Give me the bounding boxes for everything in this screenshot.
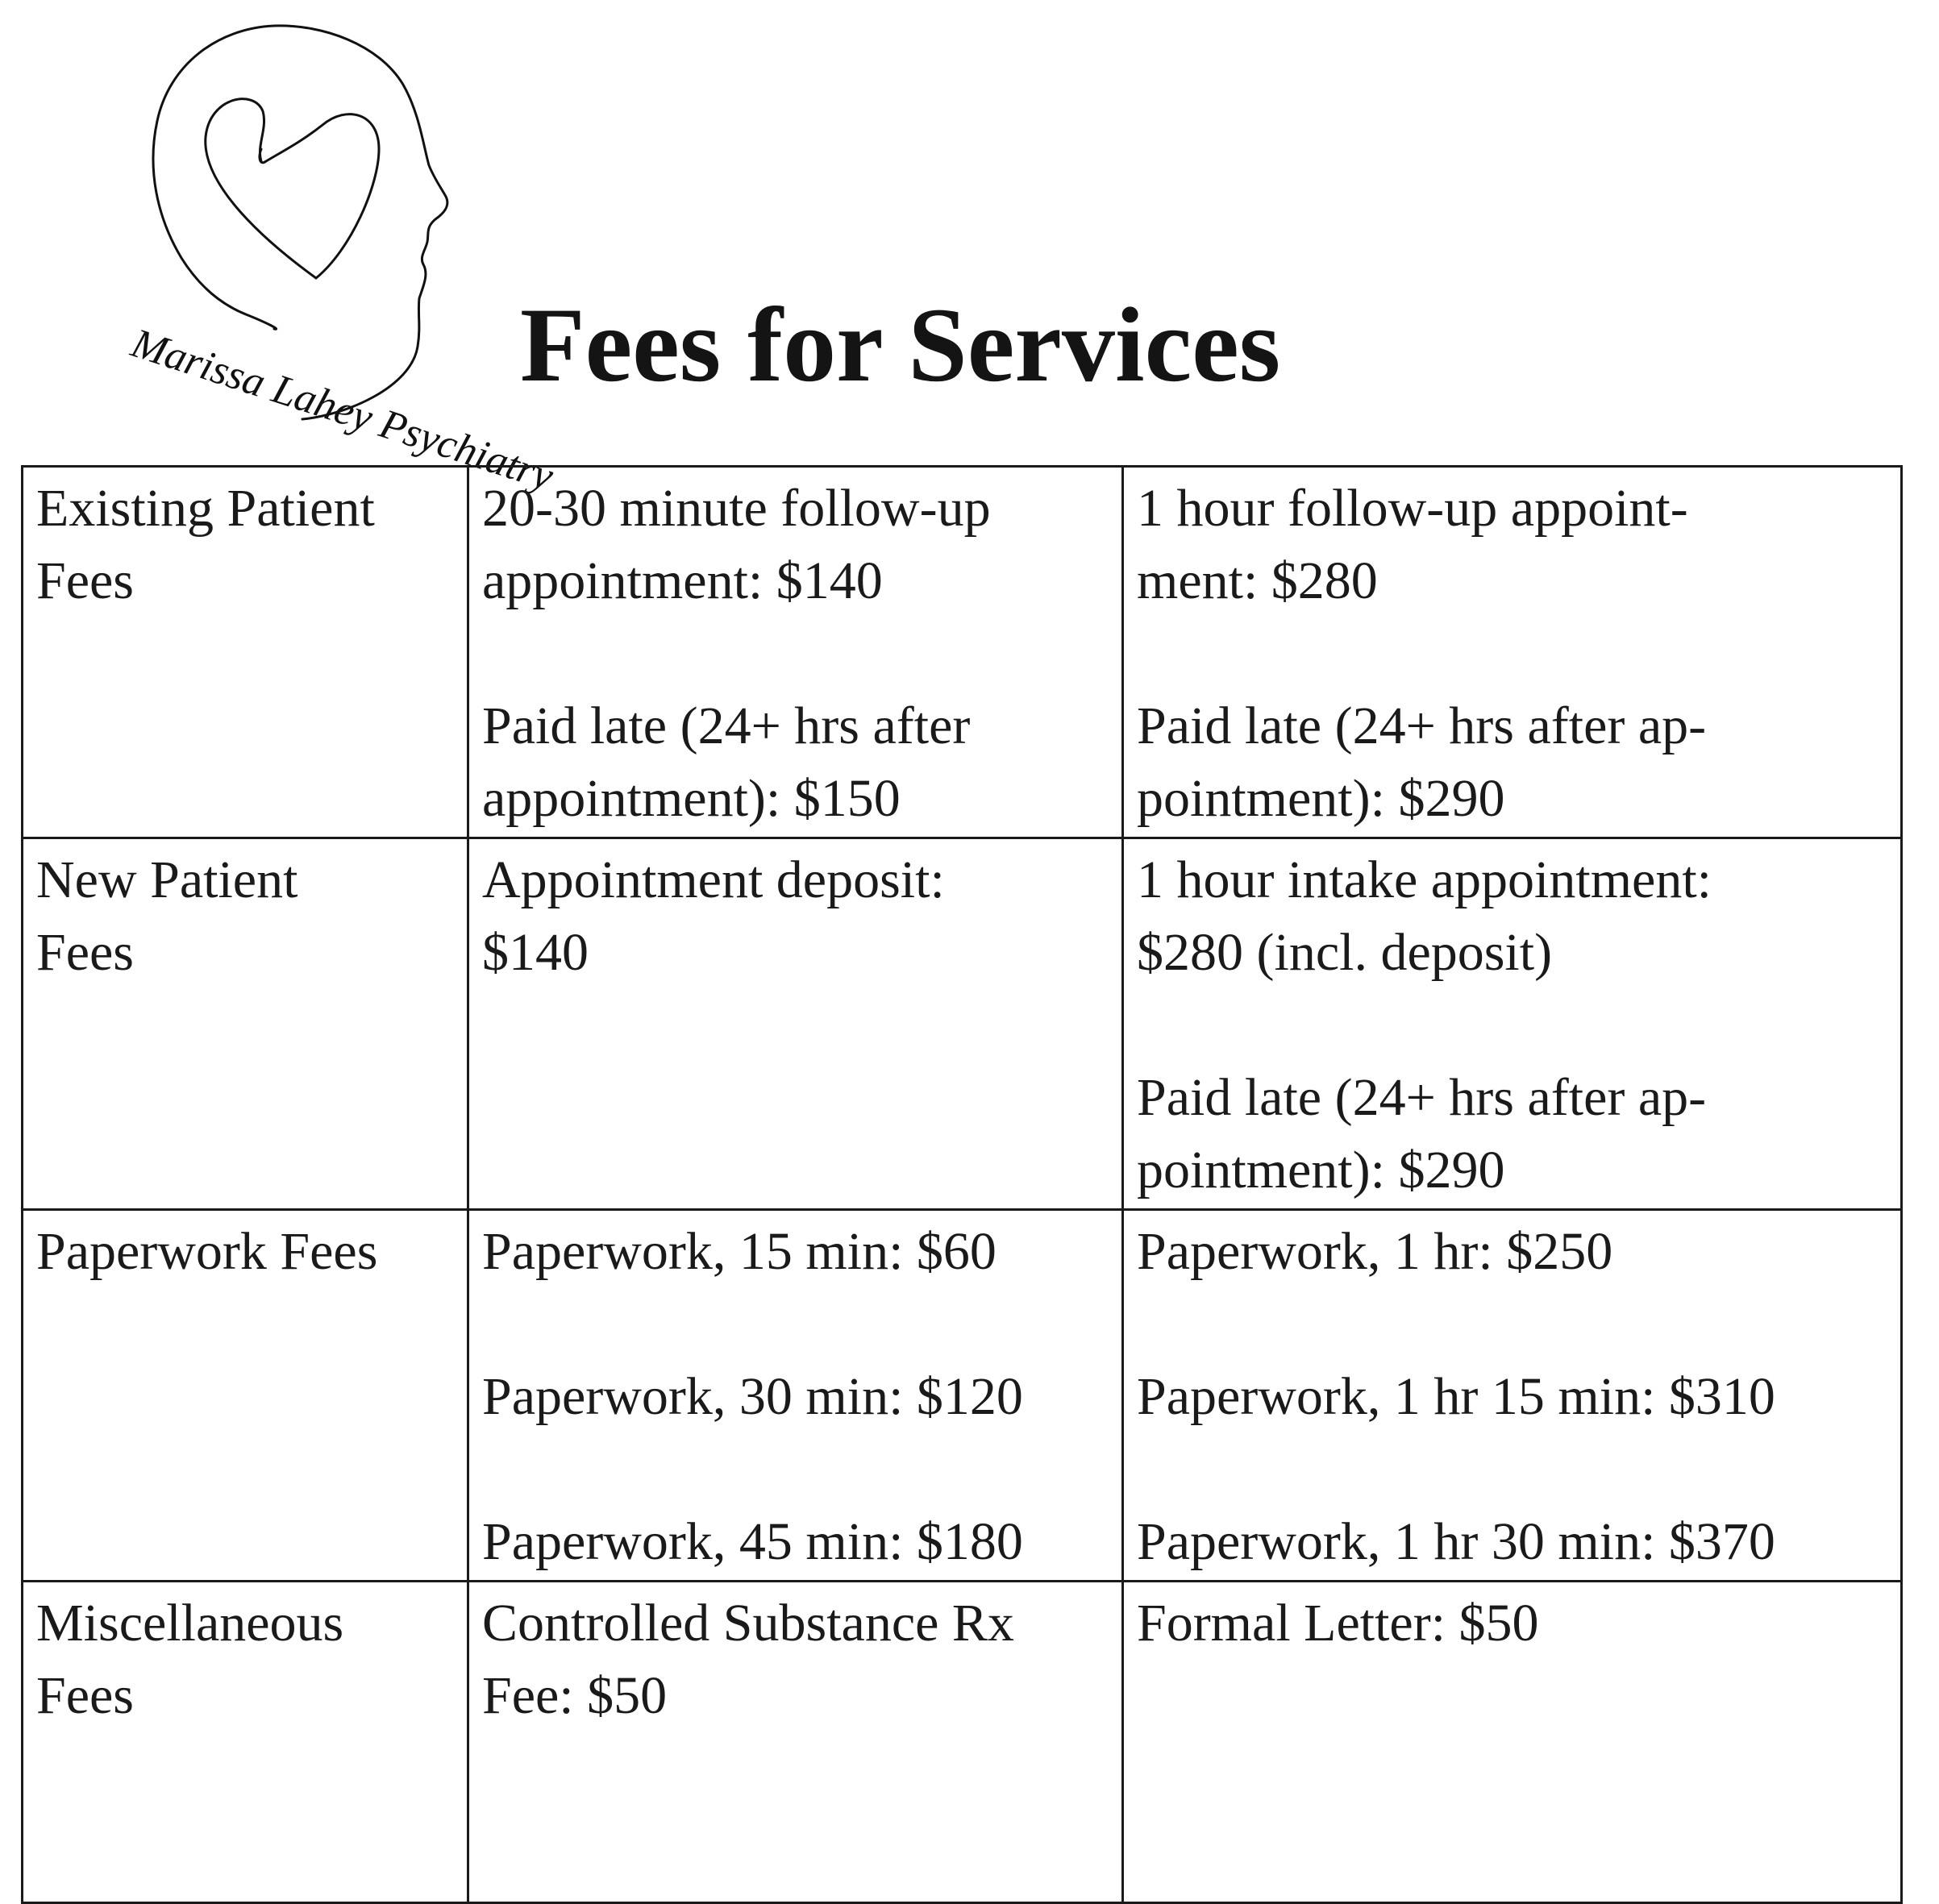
fee-item-line: Controlled Substance Rx: [482, 1594, 1014, 1652]
paragraph-gap: [1137, 1288, 1892, 1361]
fee-item-line: Paperwork, 45 min: $180: [482, 1512, 1023, 1571]
table-row: [23, 1582, 1902, 1903]
fee-item-line: Paperwork, 30 min: $120: [482, 1367, 1023, 1426]
fee-item-line: Paperwork, 1 hr: $250: [1137, 1222, 1613, 1281]
fee-item-line: Appointment deposit:: [482, 850, 945, 909]
fee-category-cell: [23, 467, 468, 838]
fee-category-cell: [23, 1582, 468, 1903]
head-heart-logo-icon: [81, 8, 560, 501]
paragraph-gap: [482, 1433, 1115, 1506]
table-row: [23, 467, 1902, 838]
paragraph-gap: [482, 1288, 1115, 1361]
fee-item-line: Formal Letter: $50: [1137, 1594, 1539, 1652]
fee-item-line: Paperwork, 15 min: $60: [482, 1222, 997, 1281]
paragraph-gap: [482, 617, 1115, 690]
paragraph-gap: [1137, 1433, 1892, 1506]
fee-category-cell: [23, 1210, 468, 1582]
fee-item-line: ment: $280: [1137, 551, 1378, 610]
fee-item-line: Paperwork, 1 hr 15 min: $310: [1137, 1367, 1775, 1426]
page-title: Fees for Services: [520, 285, 1281, 404]
fee-cell: [468, 467, 1123, 838]
paragraph-gap: [1137, 617, 1892, 690]
fee-category-line: Fees: [36, 1666, 134, 1725]
fee-item-line: pointment): $290: [1137, 1141, 1505, 1199]
fee-category-line: Fees: [36, 923, 134, 982]
fee-cell: [1123, 467, 1902, 838]
fee-category-line: Miscellaneous: [36, 1594, 344, 1652]
fees-table: [21, 465, 1903, 1904]
fee-item-line: Paperwork, 1 hr 30 min: $370: [1137, 1512, 1775, 1571]
brand-signature: Marissa Lahey Psychiatry: [126, 320, 560, 501]
fee-category-line: Paperwork Fees: [36, 1222, 378, 1281]
table-row: [23, 838, 1902, 1210]
fee-item-line: appointment): $150: [482, 769, 901, 828]
fee-item-line: appointment: $140: [482, 551, 883, 610]
fee-category-line: Fees: [36, 551, 134, 610]
fee-item-line: 1 hour intake appointment:: [1137, 850, 1712, 909]
fee-cell: [1123, 838, 1902, 1210]
fee-category-line: New Patient: [36, 850, 298, 909]
fee-category-line: Existing Patient: [36, 479, 375, 538]
fee-item-line: Fee: $50: [482, 1666, 668, 1725]
fee-cell: [1123, 1582, 1902, 1903]
fee-cell: [468, 1210, 1123, 1582]
table-row: [23, 1210, 1902, 1582]
fee-item-line: $280 (incl. deposit): [1137, 923, 1553, 982]
paragraph-gap: [1137, 989, 1892, 1062]
practice-logo: [81, 8, 560, 501]
fee-item-line: Paid late (24+ hrs after ap-: [1137, 1068, 1707, 1127]
fee-item-line: pointment): $290: [1137, 769, 1505, 828]
fee-cell: [1123, 1210, 1902, 1582]
fee-cell: [468, 838, 1123, 1210]
fee-item-line: 20-30 minute follow-up: [482, 479, 991, 538]
fee-cell: [468, 1582, 1123, 1903]
fee-item-line: Paid late (24+ hrs after ap-: [1137, 696, 1707, 755]
fee-category-cell: [23, 838, 468, 1210]
fee-item-line: $140: [482, 923, 589, 982]
fee-item-line: 1 hour follow-up appoint-: [1137, 479, 1688, 538]
fee-item-line: Paid late (24+ hrs after: [482, 696, 971, 755]
